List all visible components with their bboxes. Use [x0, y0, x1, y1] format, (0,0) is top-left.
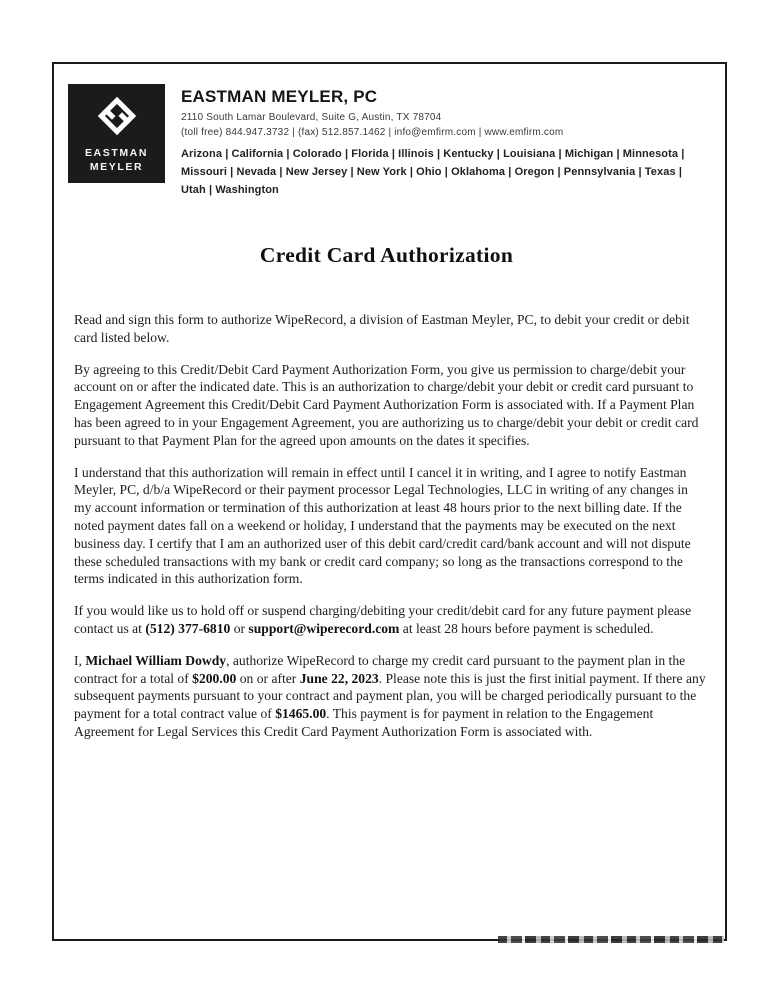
letterhead-info: [181, 84, 701, 199]
paragraph: [74, 311, 707, 347]
body-text: . Please note this is just the first initial payment. If there any subsequent payments pursuant to your contract and payment plan, you will be charged periodically pursuant to the payment for a total contract value of: [74, 670, 706, 722]
body-text: or: [230, 620, 249, 636]
body-text: I understand that this authorization will remain in effect until I cancel it in writing, and I agree to notify Eastman Meyler, PC, d/b/a WipeRecord or their payment processor Legal Technologies, LLC in writing of any changes in my account information or termination of this authorization at least 48 hours prior to the next billing date. If the noted payment dates fall on a weekend or holiday, I understand that the payments may be executed on the next business day. I certify that I am an authorized user of this debit card/credit card/bank account and will not dispute these scheduled transactions with my bank or credit card company; so long as the transactions correspond to the terms indicated in this authorization form.: [74, 464, 691, 587]
emphasized-text: June 22, 2023: [299, 670, 379, 686]
paragraph: [74, 464, 707, 589]
document-body: [74, 311, 707, 741]
licensed-states-list: Arizona | California | Colorado | Florida | Illinois | Kentucky | Louisiana | Michigan | Minnesota | Missouri | Nevada | New Jersey | New York | Ohio | Oklahoma | Oregon | Pennsylvania | Texas | Utah | Washington: [181, 148, 685, 196]
logo-wordmark-line1: EASTMAN: [84, 147, 149, 159]
body-text: at least 28 hours before payment is scheduled.: [399, 620, 654, 636]
company-contact: (toll free) 844.947.3732 | (fax) 512.857.1462 | info@emfirm.com | www.emfirm.com: [181, 127, 564, 138]
emphasized-text: (512) 377-6810: [145, 620, 231, 636]
body-text: , authorize WipeRecord to charge my credit card pursuant to the payment plan in the contract for a total of: [74, 652, 686, 686]
paragraph: [74, 361, 707, 450]
paragraph: [74, 652, 707, 741]
scan-artifact: [498, 936, 724, 943]
company-address: 2110 South Lamar Boulevard, Suite G, Austin, TX 78704: [181, 112, 442, 123]
eastman-meyler-monogram-icon: [94, 93, 140, 146]
letterhead: [68, 84, 705, 199]
emphasized-text: $1465.00: [275, 706, 327, 722]
body-text: I,: [74, 652, 86, 668]
body-text: on or after: [236, 670, 300, 686]
page-border-frame: [52, 62, 727, 941]
paragraph: [74, 602, 707, 638]
body-text: If you would like us to hold off or suspend charging/debiting your credit/debit card for any future payment please contact us at: [74, 603, 692, 636]
body-text: Read and sign this form to authorize WipeRecord, a division of Eastman Meyler, PC, to debit your credit or debit card listed below.: [74, 312, 690, 345]
company-logo: [68, 84, 165, 183]
company-name: EASTMAN MEYLER, PC: [181, 87, 378, 106]
logo-wordmark: [85, 146, 148, 174]
emphasized-text: Michael William Dowdy: [85, 652, 227, 668]
body-text: By agreeing to this Credit/Debit Card Payment Authorization Form, you give us permission to charge/debit your account on or after the indicated date. This is an authorization to charge/debit your debit or credit card pursuant to Engagement Agreement this Credit/Debit Card Payment Authorization Form is associated with. If a Payment Plan has been agreed to in your Engagement Agreement, you are authorizing us to charge/debit your debit or credit card pursuant to that Payment Plan for the agreed upon amounts on the dates it specifies.: [74, 361, 699, 448]
emphasized-text: $200.00: [192, 670, 237, 686]
body-text: . This payment is for payment in relation to the Engagement Agreement for Legal Services this Credit Card Payment Authorization Form is associated with.: [74, 706, 654, 739]
logo-wordmark-line2: MEYLER: [89, 161, 144, 173]
document-title: Credit Card Authorization: [259, 243, 514, 267]
emphasized-text: support@wiperecord.com: [248, 620, 400, 636]
